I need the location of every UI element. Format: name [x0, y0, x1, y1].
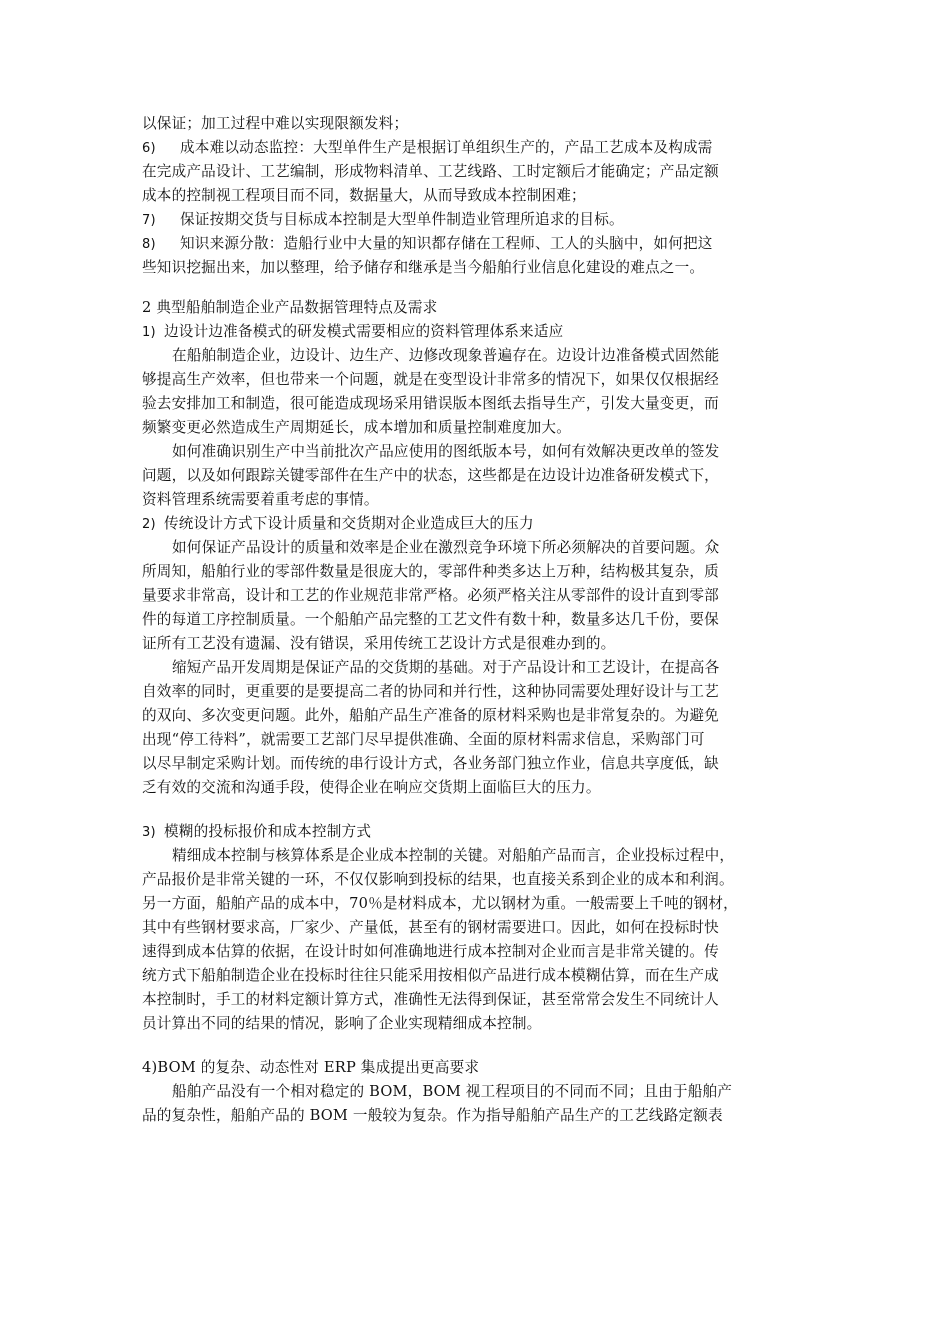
text-line: 船舶产品没有一个相对稳定的 BOM，BOM 视工程项目的不同而不同；且由于船舶产 — [172, 1083, 733, 1100]
text-line: 成本难以动态监控：大型单件生产是根据订单组织生产的，产品工艺成本及构成需 — [180, 139, 713, 156]
text-line: 统方式下船舶制造企业在投标时往往只能采用按相似产品进行成本模糊估算，而在生产成 — [142, 967, 719, 984]
text-line: 本控制时，手工的材料定额计算方式，准确性无法得到保证，甚至常常会发生不同统计人 — [142, 991, 719, 1008]
text-line: 另一方面，船舶产品的成本中，70％是材料成本，尤以钢材为重。一般需要上千吨的钢材， — [142, 895, 738, 912]
subsection-heading-4: 4)BOM 的复杂、动态性对 ERP 集成提出更高要求 — [142, 1059, 480, 1076]
text-line: 精细成本控制与核算体系是企业成本控制的关键。对船舶产品而言，企业投标过程中， — [172, 847, 735, 864]
list-item-8 — [142, 232, 814, 256]
list-number: 6) — [142, 141, 156, 156]
text-line: 乏有效的交流和沟通手段，使得企业在响应交货期上面临巨大的压力。 — [142, 779, 601, 796]
text-line: 成本的控制视工程项目而不同，数据量大，从而导致成本控制困难； — [142, 187, 586, 204]
text-line: 以保证；加工过程中难以实现限额发料； — [142, 115, 409, 132]
text-line: 员计算出不同的结果的情况，影响了企业实现精细成本控制。 — [142, 1015, 542, 1032]
text-line: 频繁变更必然造成生产周期延长，成本增加和质量控制难度加大。 — [142, 419, 572, 436]
text-line: 证所有工艺没有遗漏、没有错误，采用传统工艺设计方式是很难办到的。 — [142, 635, 616, 652]
text-line: 其中有些钢材要求高，厂家少、产量低，甚至有的钢材需要进口。因此，如何在投标时快 — [142, 919, 719, 936]
text-line: 在船舶制造企业，边设计、边生产、边修改现象普遍存在。边设计边准备模式固然能 — [172, 347, 720, 364]
list-item-7 — [142, 208, 814, 232]
text-line: 所周知，船舶行业的零部件数量是很庞大的，零部件种类多达上万种，结构极其复杂，质 — [142, 563, 719, 580]
list-number: 3) — [142, 825, 156, 840]
subsection-title: 边设计边准备模式的研发模式需要相应的资料管理体系来适应 — [164, 323, 564, 340]
text-line: 知识来源分散：造船行业中大量的知识都存储在工程师、工人的头脑中，如何把这 — [180, 235, 713, 252]
subsection-title: 模糊的投标报价和成本控制方式 — [164, 823, 372, 840]
text-line: 问题，以及如何跟踪关键零部件在生产中的状态，这些都是在边设计边准备研发模式下， — [142, 467, 719, 484]
text-line: 保证按期交货与目标成本控制是大型单件制造业管理所追求的目标。 — [180, 211, 624, 228]
text-line: 些知识挖掘出来，加以整理，给予储存和继承是当今船舶行业信息化建设的难点之一。 — [142, 259, 705, 276]
document-page — [142, 112, 814, 1128]
list-number: 7) — [142, 213, 156, 228]
text-line: 验去安排加工和制造，很可能造成现场采用错误版本图纸去指导生产，引发大量变更，而 — [142, 395, 719, 412]
text-line: 资料管理系统需要着重考虑的事情。 — [142, 491, 379, 508]
subsection-heading-2 — [142, 512, 814, 536]
text-line: 品的复杂性，船舶产品的 BOM 一般较为复杂。作为指导船舶产品生产的工艺线路定额表 — [142, 1107, 723, 1124]
text-line: 够提高生产效率，但也带来一个问题，就是在变型设计非常多的情况下，如果仅仅根据经 — [142, 371, 719, 388]
subsection-heading-3 — [142, 820, 814, 844]
list-number: 1) — [142, 325, 156, 340]
subsection-title: 传统设计方式下设计质量和交货期对企业造成巨大的压力 — [164, 515, 534, 532]
text-line: 件的每道工序控制质量。一个船舶产品完整的工艺文件有数十种，数量多达几千份，要保 — [142, 611, 719, 628]
text-line: 量要求非常高，设计和工艺的作业规范非常严格。必须严格关注从零部件的设计直到零部 — [142, 587, 719, 604]
list-number: 8) — [142, 237, 156, 252]
list-number: 2) — [142, 517, 156, 532]
text-line: 在完成产品设计、工艺编制，形成物料清单、工艺线路、工时定额后才能确定；产品定额 — [142, 163, 719, 180]
text-line: 如何准确识别生产中当前批次产品应使用的图纸版本号，如何有效解决更改单的签发 — [172, 443, 720, 460]
text-line: 如何保证产品设计的质量和效率是企业在激烈竞争环境下所必须解决的首要问题。众 — [172, 539, 720, 556]
text-line: 以尽早制定采购计划。而传统的串行设计方式，各业务部门独立作业，信息共享度低，缺 — [142, 755, 719, 772]
text-line: 缩短产品开发周期是保证产品的交货期的基础。对于产品设计和工艺设计，在提高各 — [172, 659, 720, 676]
section-heading: 2 典型船舶制造企业产品数据管理特点及需求 — [142, 299, 438, 316]
list-item-6 — [142, 136, 814, 160]
text-line: 自效率的同时，更重要的是要提高二者的协同和并行性，这种协同需要处理好设计与工艺 — [142, 683, 719, 700]
subsection-heading-1 — [142, 320, 814, 344]
text-line: 的双向、多次变更问题。此外，船舶产品生产准备的原材料采购也是非常复杂的。为避免 — [142, 707, 719, 724]
text-line: 产品报价是非常关键的一环，不仅仅影响到投标的结果，也直接关系到企业的成本和利润。 — [142, 871, 734, 888]
text-line: 速得到成本估算的依据，在设计时如何准确地进行成本控制对企业而言是非常关键的。传 — [142, 943, 719, 960]
text-line: 出现“停工待料”，就需要工艺部门尽早提供准确、全面的原材料需求信息，采购部门可 — [142, 731, 705, 748]
